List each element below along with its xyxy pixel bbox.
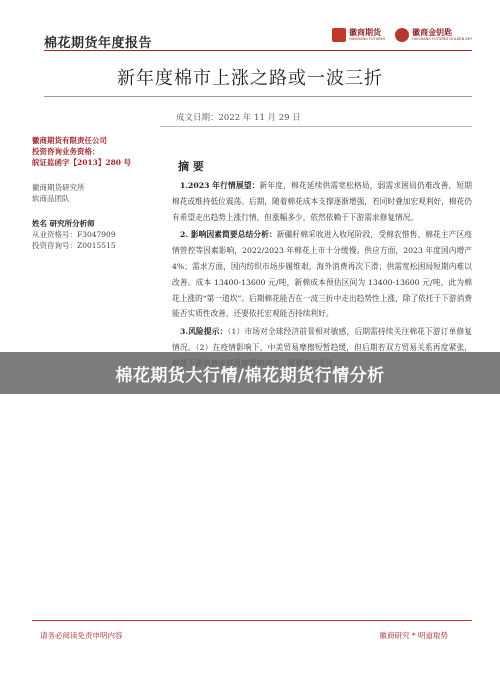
- logo-en-text: HUISHANG FUTURES GOLDEN KEY: [412, 36, 472, 41]
- report-date: 成文日期：2022 年 11 月 29 日: [176, 113, 301, 123]
- paragraph-lead: 1.2023 年行情展望：: [180, 181, 260, 190]
- summary-heading: 摘 要: [178, 160, 204, 173]
- institute-name: 徽商期货研究所: [32, 183, 85, 192]
- author-info: [32, 135, 162, 251]
- paragraph-text: 新疆籽棉采收进入收尾阶段，受棉农惜售、棉花主产区疫情管控等因素影响，2022/2023 年棉花上市十分缓慢。供应方面，2023 年度国内增产 4%；需求方面，国内纺织市场步履维艰，海外消费再次下滑；供需宽松困局短期内难以改善。成本 13400-13600 元/吨，新棉成本预估区间为 13400-13600 元/吨，此为棉花上涨的“第一道坎”。后期棉花能否在一波三折中走出趋势性上涨，除了依托于下游消费能否实质性改善，还要依托宏观能否持续利好。: [172, 230, 472, 319]
- analyst-name: 姓名 研究所分析师: [32, 219, 95, 228]
- report-series-title: 棉花期货年度报告: [44, 36, 153, 51]
- banner-text: 棉花期货大行情/棉花期货行情分析: [115, 365, 385, 386]
- huishang-logo-icon: [332, 28, 346, 42]
- paragraph-lead: 2. 影响因素简要总结分析：: [180, 230, 277, 240]
- practice-number: 从业资格号：F3047909: [32, 230, 116, 239]
- golden-key-icon: [395, 28, 409, 42]
- paragraph-text: 新年度，棉花延续供需宽松格局，弱需求困局仍难改善，短期棉花或维持低位震荡。后期，随着棉花成本支撑逐渐增强，若同时叠加宏观利好，棉花仍有希望走出趋势上涨行情，但涨幅多少，依然依赖于下游需求修复情况。: [172, 181, 472, 222]
- logo-cn-text: 徽商金钥匙: [412, 27, 453, 37]
- consult-number: 投资咨询号：Z0015515: [32, 241, 116, 250]
- huishang-futures-logo: [332, 28, 385, 42]
- paragraph-lead: 3.风险提示：: [180, 327, 228, 337]
- footer-slogan: 徽商研究 * 明道取势: [379, 631, 448, 640]
- firm-name: 徽商期货有限责任公司: [32, 136, 107, 145]
- team-name: 软商品团队: [32, 194, 70, 203]
- logo-en-text: HUISHANG FUTURES: [349, 36, 386, 41]
- summary-paragraph: [172, 178, 472, 225]
- summary-body: [172, 178, 472, 374]
- watermark-banner: [0, 352, 500, 394]
- date-divider: [160, 126, 472, 127]
- footer-divider: [32, 620, 472, 621]
- qualification: 投资咨询业务资格：: [32, 147, 100, 156]
- license-number: 皖证监函字【2013】280 号: [32, 158, 132, 167]
- disclaimer-note: 请务必阅读免责申明内容: [40, 631, 123, 640]
- title-divider: [44, 96, 472, 97]
- logo-cn-text: 徽商期货: [349, 27, 382, 37]
- logo-group: [332, 28, 472, 42]
- golden-key-logo: [395, 28, 472, 42]
- header-divider: [44, 50, 472, 51]
- report-title: 新年度棉市上涨之路或一波三折: [117, 68, 383, 89]
- summary-paragraph: [172, 227, 472, 322]
- paragraph-text: （1）市场对全球经济前景相对敏感，后期需持续关注棉花下游订单修复情况。（2）在疫情影响下，中美贸易摩擦短暂趋缓，但后期若双方贸易关系再度紧张，: [172, 327, 472, 352]
